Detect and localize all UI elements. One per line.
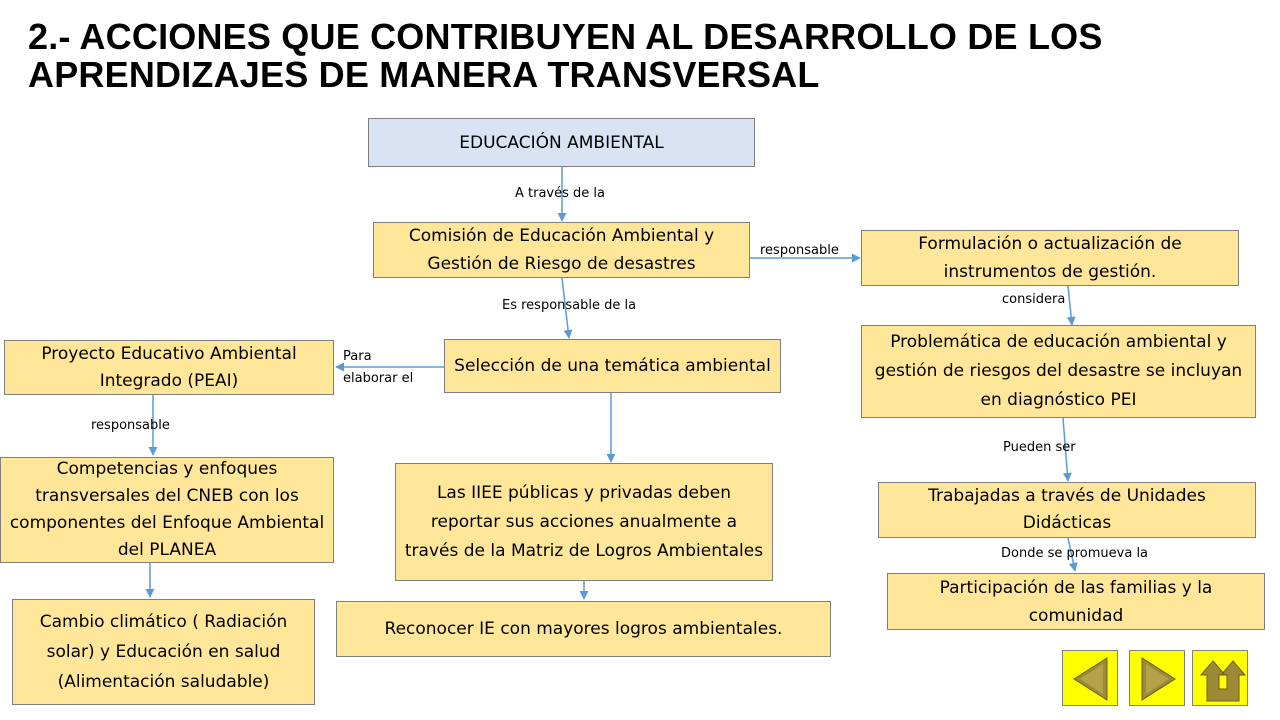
node-trabajadas-text: Trabajadas a través de Unidades Didácticas	[928, 486, 1206, 533]
node-competencias	[0, 457, 334, 563]
previous-button[interactable]	[1062, 650, 1118, 706]
edge-label-considera: considera	[1002, 292, 1066, 307]
previous-icon	[1063, 651, 1119, 707]
next-button[interactable]	[1129, 650, 1185, 706]
edge-label-donde: Donde se promueva la	[1001, 546, 1149, 561]
node-comision	[373, 222, 750, 278]
node-formulacion	[861, 230, 1239, 286]
node-educacion-ambiental-text: EDUCACIÓN AMBIENTAL	[459, 132, 664, 153]
node-problematica-text: Problemática de educación ambiental y gestión de riesgos del desastre se incluyan en diagnóstico PEI	[874, 332, 1243, 410]
title-line-1: 2.- ACCIONES QUE CONTRIBUYEN AL DESARROLLO DE LOS	[28, 16, 1103, 57]
edge-label-responsable-right: responsable	[760, 243, 839, 258]
node-reconocer-text: Reconocer IE con mayores logros ambientales.	[384, 619, 783, 639]
node-peai	[4, 340, 334, 395]
node-peai-text: Proyecto Educativo Ambiental Integrado (PEAI)	[41, 343, 297, 391]
node-problematica	[861, 325, 1256, 418]
edge-label-es-responsable: Es responsable de la	[502, 298, 637, 313]
return-button[interactable]	[1192, 650, 1248, 706]
node-comision-text: Comisión de Educación Ambiental y Gestión de Riesgo de desastres	[408, 226, 715, 274]
node-seleccion	[444, 339, 781, 393]
edge-label-pueden-ser: Pueden ser	[1003, 440, 1076, 455]
edge-label-a-traves: A través de la	[515, 186, 605, 201]
node-iiee-text: Las IIEE públicas y privadas deben reportar sus acciones anualmente a través de la Matriz de Logros Ambientales	[404, 482, 764, 561]
next-icon	[1130, 651, 1186, 707]
node-educacion-ambiental	[368, 118, 755, 167]
edge-label-elaborar: elaborar el	[343, 371, 414, 386]
node-participacion	[887, 573, 1265, 630]
edge-label-para: Para	[343, 349, 372, 364]
node-competencias-text: Competencias y enfoques transversales del CNEB con los componentes del Enfoque Ambiental del PLANEA	[9, 459, 325, 560]
node-iiee	[395, 463, 773, 581]
title-line-2: APRENDIZAJES DE MANERA TRANSVERSAL	[28, 54, 820, 95]
node-trabajadas	[878, 482, 1256, 538]
node-cambio-climatico	[12, 599, 315, 705]
node-seleccion-text: Selección de una temática ambiental	[454, 355, 771, 376]
edge-label-responsable-left: responsable	[91, 418, 170, 433]
arrow-formulacion-to-problematica	[1068, 286, 1072, 325]
node-participacion-text: Participación de las familias y la comunidad	[939, 577, 1213, 626]
node-formulacion-text: Formulación o actualización de instrumentos de gestión.	[918, 234, 1182, 282]
node-cambio-climatico-text: Cambio climático ( Radiación solar) y Educación en salud (Alimentación saludable)	[39, 612, 288, 692]
return-icon	[1193, 651, 1249, 707]
node-reconocer	[336, 601, 831, 657]
